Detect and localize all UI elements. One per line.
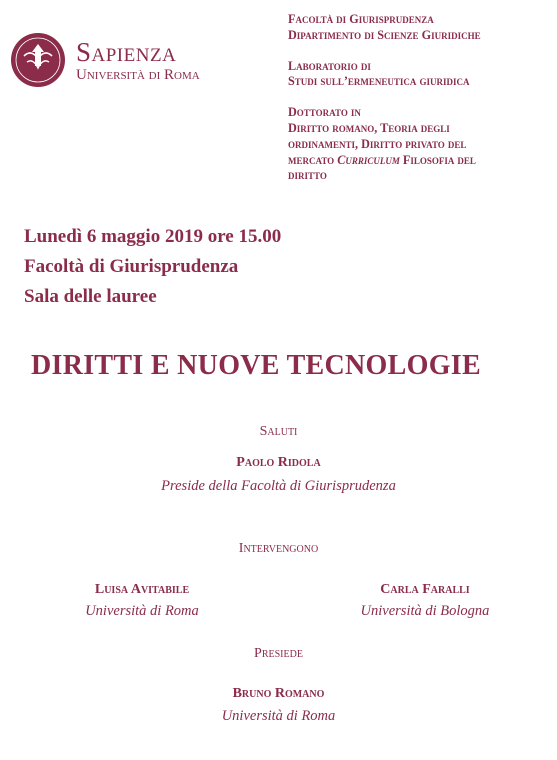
speaker-affiliation: Università di Roma (85, 603, 199, 619)
presiede-label: Presiede (254, 646, 303, 661)
header-line-curriculum (288, 153, 553, 169)
event-place: Facoltà di Giurisprudenza (24, 256, 239, 277)
event-date: Lunedì 6 maggio 2019 ore 15.00 (24, 226, 282, 247)
curriculum-pre: mercato (288, 152, 338, 167)
curriculum-post: Filosofia del (399, 152, 476, 167)
institution-header (288, 12, 553, 199)
brand (76, 38, 200, 84)
saluti-name: Paolo Ridola (236, 455, 321, 470)
presiede-name: Bruno Romano (232, 686, 325, 701)
header-line: Facoltà di Giurisprudenza (288, 12, 434, 26)
curriculum-italic: Curriculum (337, 152, 400, 167)
faculty-block (288, 12, 553, 44)
sapienza-logo (10, 32, 220, 92)
header-line: ordinamenti, Diritto privato del (288, 136, 467, 151)
lab-block (288, 59, 553, 91)
event-title-text: DIRITTI E NUOVE TECNOLOGIE (31, 350, 481, 381)
brand-name: Sapienza (76, 37, 177, 67)
header-line: Dottorato in (288, 105, 361, 120)
sapienza-seal-icon (10, 32, 66, 88)
event-title (0, 350, 557, 382)
header-line: diritto (288, 168, 327, 183)
header-line: Dipartimento di Scienze Giuridiche (288, 27, 481, 42)
speaker-name: Luisa Avitabile (94, 582, 190, 597)
speaker-affiliation: Università di Bologna (360, 603, 490, 619)
speaker-name: Carla Faralli (380, 582, 470, 597)
presiede-affiliation: Università di Roma (221, 708, 336, 724)
saluti-role: Preside della Facoltà di Giurisprudenza (161, 478, 396, 494)
saluti-label: Saluti (259, 424, 298, 439)
doctorate-block (288, 105, 553, 184)
intervengono-label: Intervengono (238, 541, 319, 556)
header-line: Laboratorio di (288, 58, 371, 73)
event-room: Sala delle lauree (24, 286, 157, 307)
header-line: Diritto romano, Teoria degli (288, 120, 450, 135)
header-line: Studi sull’ermeneutica giuridica (288, 74, 470, 89)
brand-subtitle: Università di Roma (76, 67, 200, 83)
event-details (24, 222, 281, 312)
